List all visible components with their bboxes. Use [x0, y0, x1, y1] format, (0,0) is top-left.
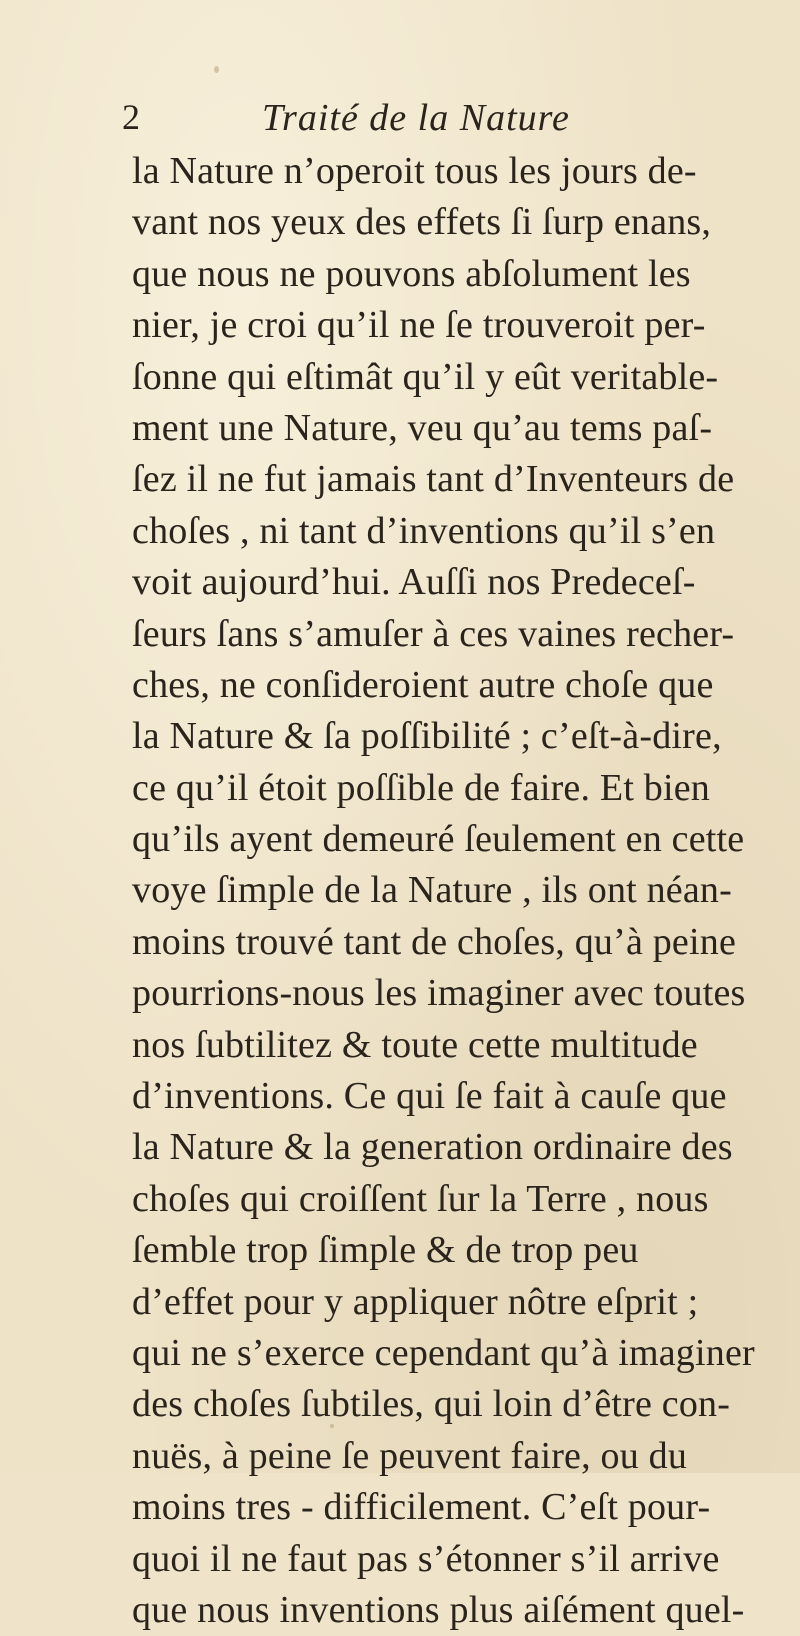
text-line: vant nos yeux des effets ſi ſurp enans, — [132, 201, 712, 244]
text-line: ſeurs ſans s’amuſer à ces vaines recher- — [132, 612, 735, 655]
text-line: ment une Nature, veu qu’au tems paſ- — [132, 406, 713, 449]
text-line: ſemble trop ſimple & de trop peu — [132, 1229, 639, 1272]
running-head — [122, 96, 762, 140]
text-line: d’inventions. Ce qui ſe fait à cauſe que — [132, 1075, 727, 1118]
text-line: ſez il ne fut jamais tant d’Inventeurs de — [132, 458, 735, 501]
text-line: nuës, à peine ſe peuvent faire, ou du — [132, 1434, 688, 1477]
text-line: voit aujourd’hui. Auſſi nos Predeceſ- — [132, 561, 696, 604]
text-line: ſonne qui eſtimât qu’il y eût veritable- — [132, 355, 719, 398]
text-line: nier, je croi qu’il ne ſe trouveroit per- — [132, 304, 706, 347]
text-line: ce qu’il étoit poſſible de faire. Et bien — [132, 766, 710, 809]
text-line: ches, ne conſideroient autre choſe que — [132, 663, 714, 706]
text-line: la Nature & la generation ordinaire des — [132, 1126, 733, 1169]
text-line: la Nature n’operoit tous les jours de- — [132, 150, 697, 192]
paper-stain — [214, 66, 219, 73]
text-line: qu’ils ayent demeuré ſeulement en cette — [132, 818, 745, 861]
text-line: choſes , ni tant d’inventions qu’il s’en — [132, 509, 716, 552]
text-line: quoi il ne faut pas s’étonner s’il arrive — [132, 1537, 720, 1580]
text-line: nos ſubtilitez & toute cette multitude — [132, 1023, 698, 1066]
text-line: d’effet pour y appliquer nôtre eſprit ; — [132, 1280, 699, 1323]
text-line: voye ſimple de la Nature , ils ont néan- — [132, 869, 732, 912]
text-line: choſes qui croiſſent ſur la Terre , nous — [132, 1177, 709, 1220]
text-line: que nous inventions plus aiſément quel- — [132, 1588, 745, 1631]
page-number: 2 — [122, 97, 140, 137]
text-body — [132, 146, 772, 1636]
running-title: Traité de la Nature — [262, 97, 570, 139]
text-line: la Nature & ſa poſſibilité ; c’eſt-à-dire, — [132, 715, 722, 758]
text-line: que nous ne pouvons abſolument les — [132, 252, 691, 295]
text-line: des choſes ſubtiles, qui loin d’être con- — [132, 1383, 731, 1426]
text-line: pourrions-nous les imaginer avec toutes — [132, 972, 746, 1015]
text-line: moins tres - difficilement. C’eſt pour- — [132, 1486, 711, 1529]
text-line: qui ne s’exerce cependant qu’à imaginer — [132, 1331, 755, 1374]
text-line: moins trouvé tant de choſes, qu’à peine — [132, 920, 737, 963]
